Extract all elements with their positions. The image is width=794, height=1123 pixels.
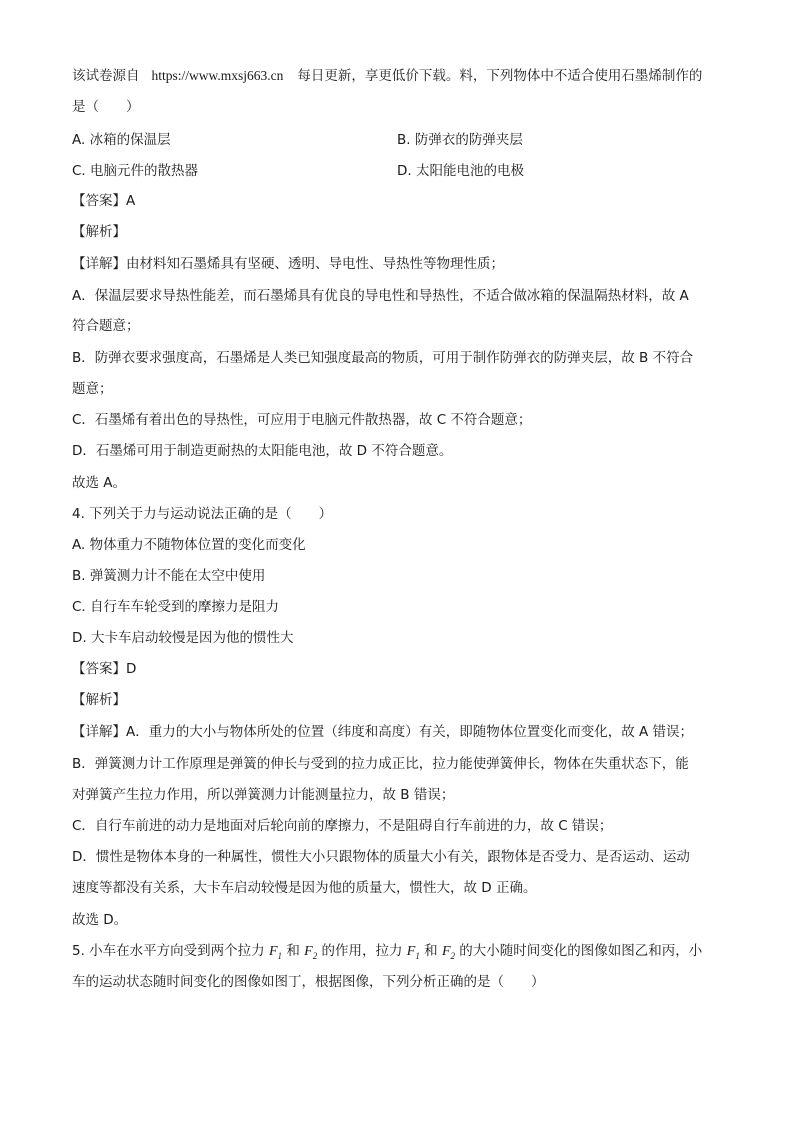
q3-detail-line: D．石墨烯可用于制造更耐热的太阳能电池，故 D 不符合题意。 [72, 443, 453, 459]
source-prefix: 该试卷源自 [72, 68, 140, 84]
q3-detail-line: 题意； [72, 381, 113, 397]
source-suffix: 每日更新，享更低价下载。 [297, 68, 460, 84]
answer-value: D [126, 661, 137, 677]
q3-option-d: D. 太阳能电池的电极 [397, 163, 524, 179]
q3-option-b: B. 防弹衣的防弹夹层 [397, 132, 523, 148]
q4-detail-line: B．弹簧测力计工作原理是弹簧的伸长与受到的拉力成正比，拉力能使弹簧伸长，物体在失重状态下，能 [72, 756, 689, 772]
detail-text: A．重力的大小与物体所处的位置（纬度和高度）有关，即随物体位置变化而变化，故 A 错误； [126, 724, 694, 740]
q4-conclusion: 故选 D。 [72, 912, 128, 928]
q3-analysis-tag: 【解析】 [72, 224, 126, 240]
var-f1: $F_1$ [268, 944, 283, 961]
q5-text: 的作用，拉力 [317, 943, 407, 959]
q4-option-b: B. 弹簧测力计不能在太空中使用 [72, 568, 266, 584]
q3-stem-tail: 料，下列物体中不适合使用石墨烯制作的 [459, 68, 703, 84]
q4-option-c: C. 自行车车轮受到的摩擦力是阻力 [72, 599, 280, 615]
var-f1: $F_1$ [406, 944, 420, 961]
q4-detail-line: 对弹簧产生拉力作用，所以弹簧测力计能测量拉力，故 B 错误； [72, 787, 455, 803]
q4-answer [72, 659, 136, 679]
q5-stem-line2: 车的运动状态随时间变化的图像如图丁，根据图像，下列分析正确的是（ ） [72, 974, 545, 990]
source-url-link[interactable]: https://www.mxsj663.cn [151, 68, 284, 83]
detail-tag: 【详解】 [72, 256, 126, 272]
q3-option-a: A. 冰箱的保温层 [72, 132, 171, 148]
answer-tag: 【答案】 [72, 193, 126, 209]
q3-detail-line: C．石墨烯有着出色的导热性，可应用于电脑元件散热器，故 C 不符合题意； [72, 412, 532, 428]
q3-stem-line2: 是（ ） [72, 99, 140, 115]
answer-value: A [126, 193, 136, 209]
q3-conclusion: 故选 A。 [72, 475, 127, 491]
q4-option-a: A. 物体重力不随物体位置的变化而变化 [72, 537, 306, 553]
answer-tag: 【答案】 [72, 661, 126, 677]
q3-detail-line [72, 254, 504, 274]
q5-text: 和 [419, 943, 442, 959]
q4-stem: 4. 下列关于力与运动说法正确的是（ ） [72, 506, 333, 522]
q3-option-c: C. 电脑元件的散热器 [72, 163, 199, 179]
detail-tag: 【详解】 [72, 724, 126, 740]
q4-detail-line: C．自行车前进的动力是地面对后轮向前的摩擦力，不是阻碍自行车前进的力，故 C 错误； [72, 818, 613, 834]
q3-detail-line: A．保温层要求导热性能差，而石墨烯具有优良的导电性和导热性，不适合做冰箱的保温隔热材料，故 A [72, 288, 689, 304]
q4-analysis-tag: 【解析】 [72, 692, 126, 708]
var-f2: $F_2$ [441, 944, 455, 961]
q3-detail-line: B．防弹衣要求强度高，石墨烯是人类已知强度最高的物质，可用于制作防弹衣的防弹夹层，故 B 不符合 [72, 350, 694, 366]
header-line [72, 66, 702, 86]
q3-answer [72, 191, 135, 211]
detail-text: 由材料知石墨烯具有坚硬、透明、导电性、导热性等物理性质； [126, 256, 504, 272]
q3-detail-line: 符合题意； [72, 318, 140, 334]
q4-option-d: D. 大卡车启动较慢是因为他的惯性大 [72, 630, 294, 646]
q5-text: 的大小随时间变化的图像如图乙和丙，小 [455, 943, 703, 959]
q5-text: 5. 小车在水平方向受到两个拉力 [72, 943, 269, 959]
q4-detail-line [72, 722, 693, 742]
q5-text: 和 [282, 943, 305, 959]
var-f2: $F_2$ [304, 944, 318, 961]
q5-stem-line1 [72, 941, 702, 966]
q4-detail-line: 速度等都没有关系，大卡车启动较慢是因为他的质量大，惯性大，故 D 正确。 [72, 880, 537, 896]
q4-detail-line: D．惯性是物体本身的一种属性，惯性大小只跟物体的质量大小有关，跟物体是否受力、是否运动、运动 [72, 849, 690, 865]
